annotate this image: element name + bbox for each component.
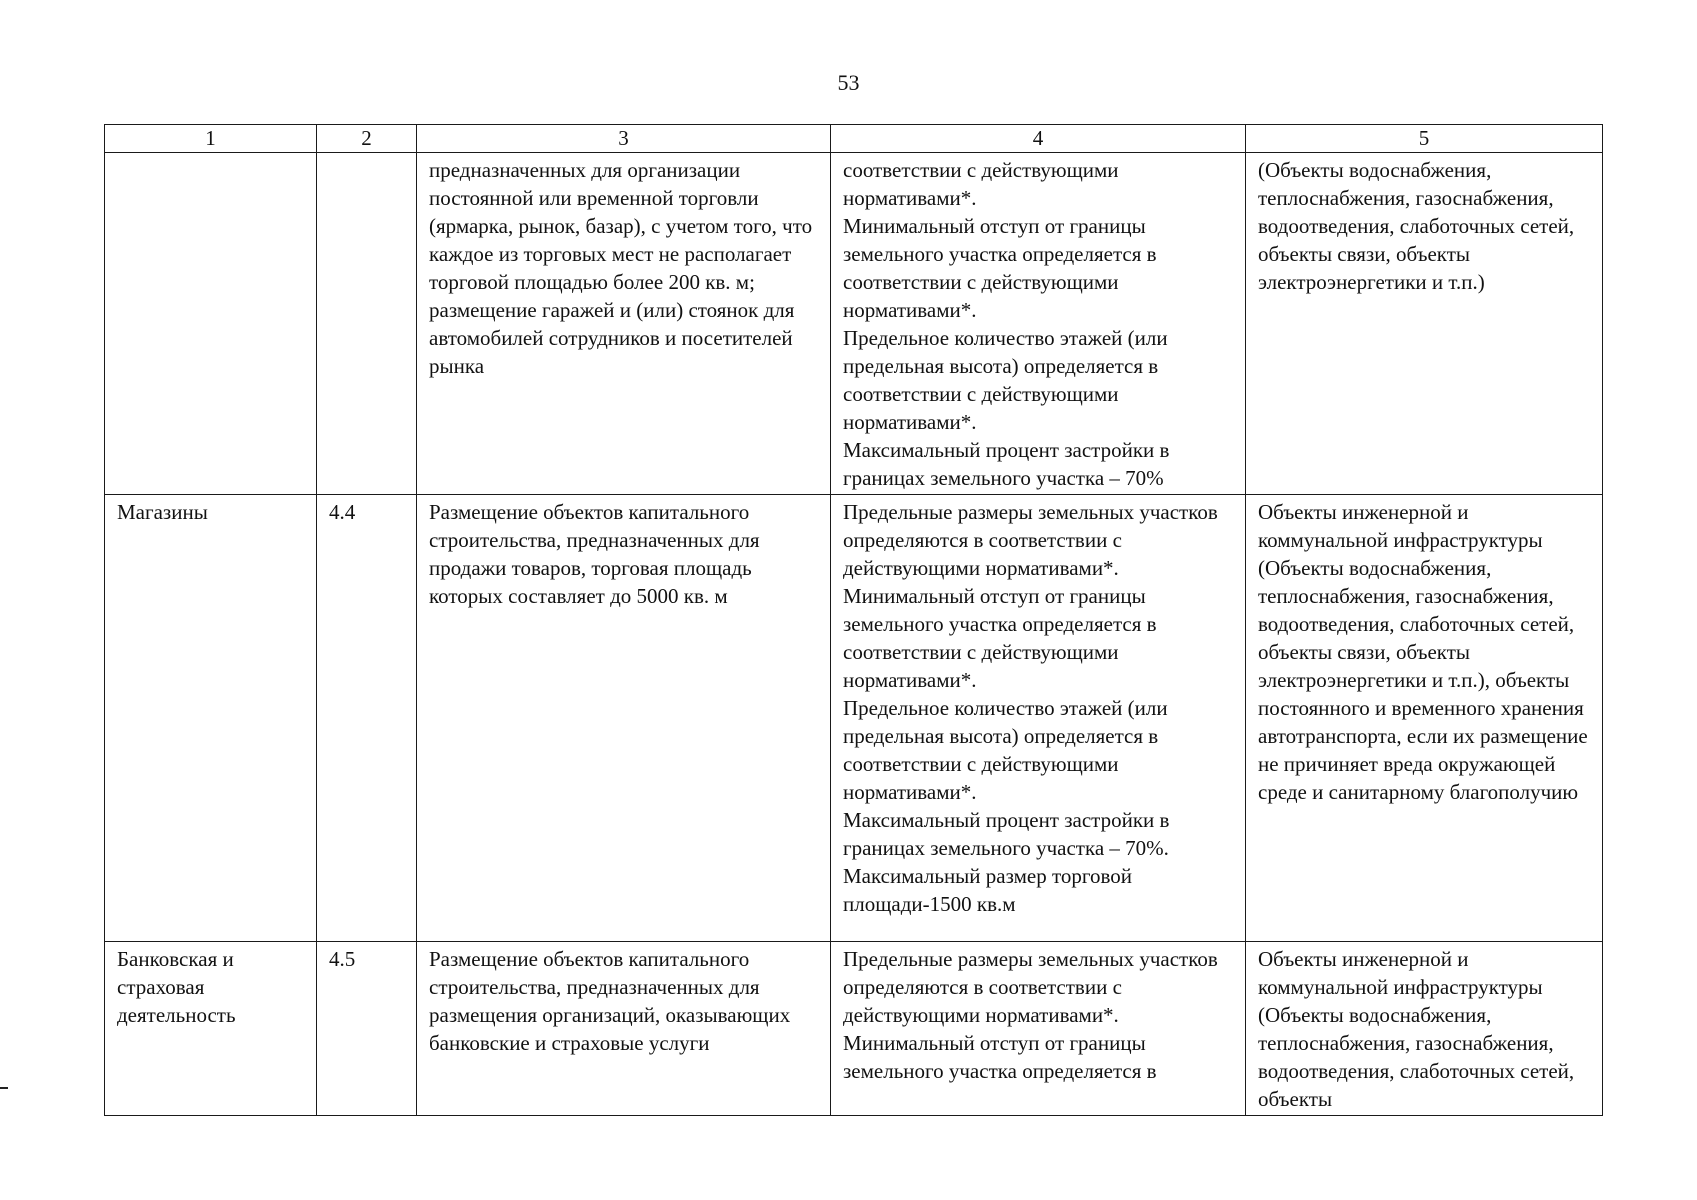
margin-dash-mark	[0, 1087, 8, 1089]
row-use-parameters	[831, 153, 1246, 495]
row-use-description	[417, 153, 831, 495]
table-row	[105, 495, 1603, 942]
page-number: 53	[837, 70, 860, 95]
header-col-5: 5	[1246, 125, 1603, 153]
header-col-3: 3	[417, 125, 831, 153]
table-row	[105, 153, 1603, 495]
use-name-text: Магазины	[117, 500, 208, 524]
use-description-text: Размещение объектов капитального строительства, предназначенных для размещения организаций, оказывающих банковские и страховые услуги	[429, 947, 791, 1055]
header-col-1: 1	[105, 125, 317, 153]
use-auxiliary-text: Объекты инженерной и коммунальной инфраструктуры (Объекты водоснабжения, теплоснабжения, газоснабжения, водоотведения, слаботочных сетей, объекты связи, объекты электроэнергетики и т.п.), объекты постоянного и временного хранения автотранспорта, если их размещение не причиняет вреда окружающей среде и санитарному благополучию	[1258, 500, 1588, 804]
row-use-code	[317, 495, 417, 942]
use-code-text: 4.4	[329, 500, 356, 524]
use-auxiliary-text: (Объекты водоснабжения, теплоснабжения, газоснабжения, водоотведения, слаботочных сетей, объекты связи, объекты электроэнергетики и т.п.)	[1258, 158, 1575, 294]
row-use-auxiliary	[1246, 153, 1603, 495]
table-row	[105, 942, 1603, 1116]
row-use-name	[105, 942, 317, 1116]
use-description-text: Размещение объектов капитального строительства, предназначенных для продажи товаров, торговая площадь которых составляет до 5000 кв. м	[429, 500, 760, 608]
row-use-code	[317, 942, 417, 1116]
row-use-auxiliary	[1246, 495, 1603, 942]
land-use-table	[104, 124, 1603, 1116]
row-use-auxiliary	[1246, 942, 1603, 1116]
use-code-text: 4.5	[329, 947, 356, 971]
header-col-4: 4	[831, 125, 1246, 153]
row-use-name	[105, 495, 317, 942]
use-description-text: предназначенных для организации постоянной или временной торговли (ярмарка, рынок, базар), с учетом того, что каждое из торговых мест не располагает торговой площадью более 200 кв. м; размещение гаражей и (или) стоянок для автомобилей сотрудников и посетителей рынка	[429, 158, 813, 378]
table-header-row	[105, 125, 1603, 153]
use-parameters-text: Предельные размеры земельных участков определяются в соответствии с действующими нормативами*. Минимальный отступ от границы земельного участка определяется в	[843, 947, 1218, 1083]
row-use-name	[105, 153, 317, 495]
row-use-parameters	[831, 495, 1246, 942]
use-name-text: Банковская и страховая деятельность	[117, 947, 236, 1027]
use-auxiliary-text: Объекты инженерной и коммунальной инфраструктуры (Объекты водоснабжения, теплоснабжения, газоснабжения, водоотведения, слаботочных сетей, объекты	[1258, 947, 1575, 1111]
row-use-description	[417, 495, 831, 942]
row-use-description	[417, 942, 831, 1116]
row-use-code	[317, 153, 417, 495]
use-parameters-text: Предельные размеры земельных участков определяются в соответствии с действующими нормативами*. Минимальный отступ от границы земельного участка определяется в соответствии с действующими нормативами*. Предельное количество этажей (или предельная высота) определяется в соответствии с действующими нормативами*. Максимальный процент застройки в границах земельного участка – 70%. Максимальный размер торговой площади-1500 кв.м	[843, 500, 1218, 916]
row-use-parameters	[831, 942, 1246, 1116]
use-parameters-text: соответствии с действующими нормативами*. Минимальный отступ от границы земельного участка определяется в соответствии с действующими нормативами*. Предельное количество этажей (или предельная высота) определяется в соответствии с действующими нормативами*. Максимальный процент застройки в границах земельного участка – 70%	[843, 158, 1170, 490]
header-col-2: 2	[317, 125, 417, 153]
